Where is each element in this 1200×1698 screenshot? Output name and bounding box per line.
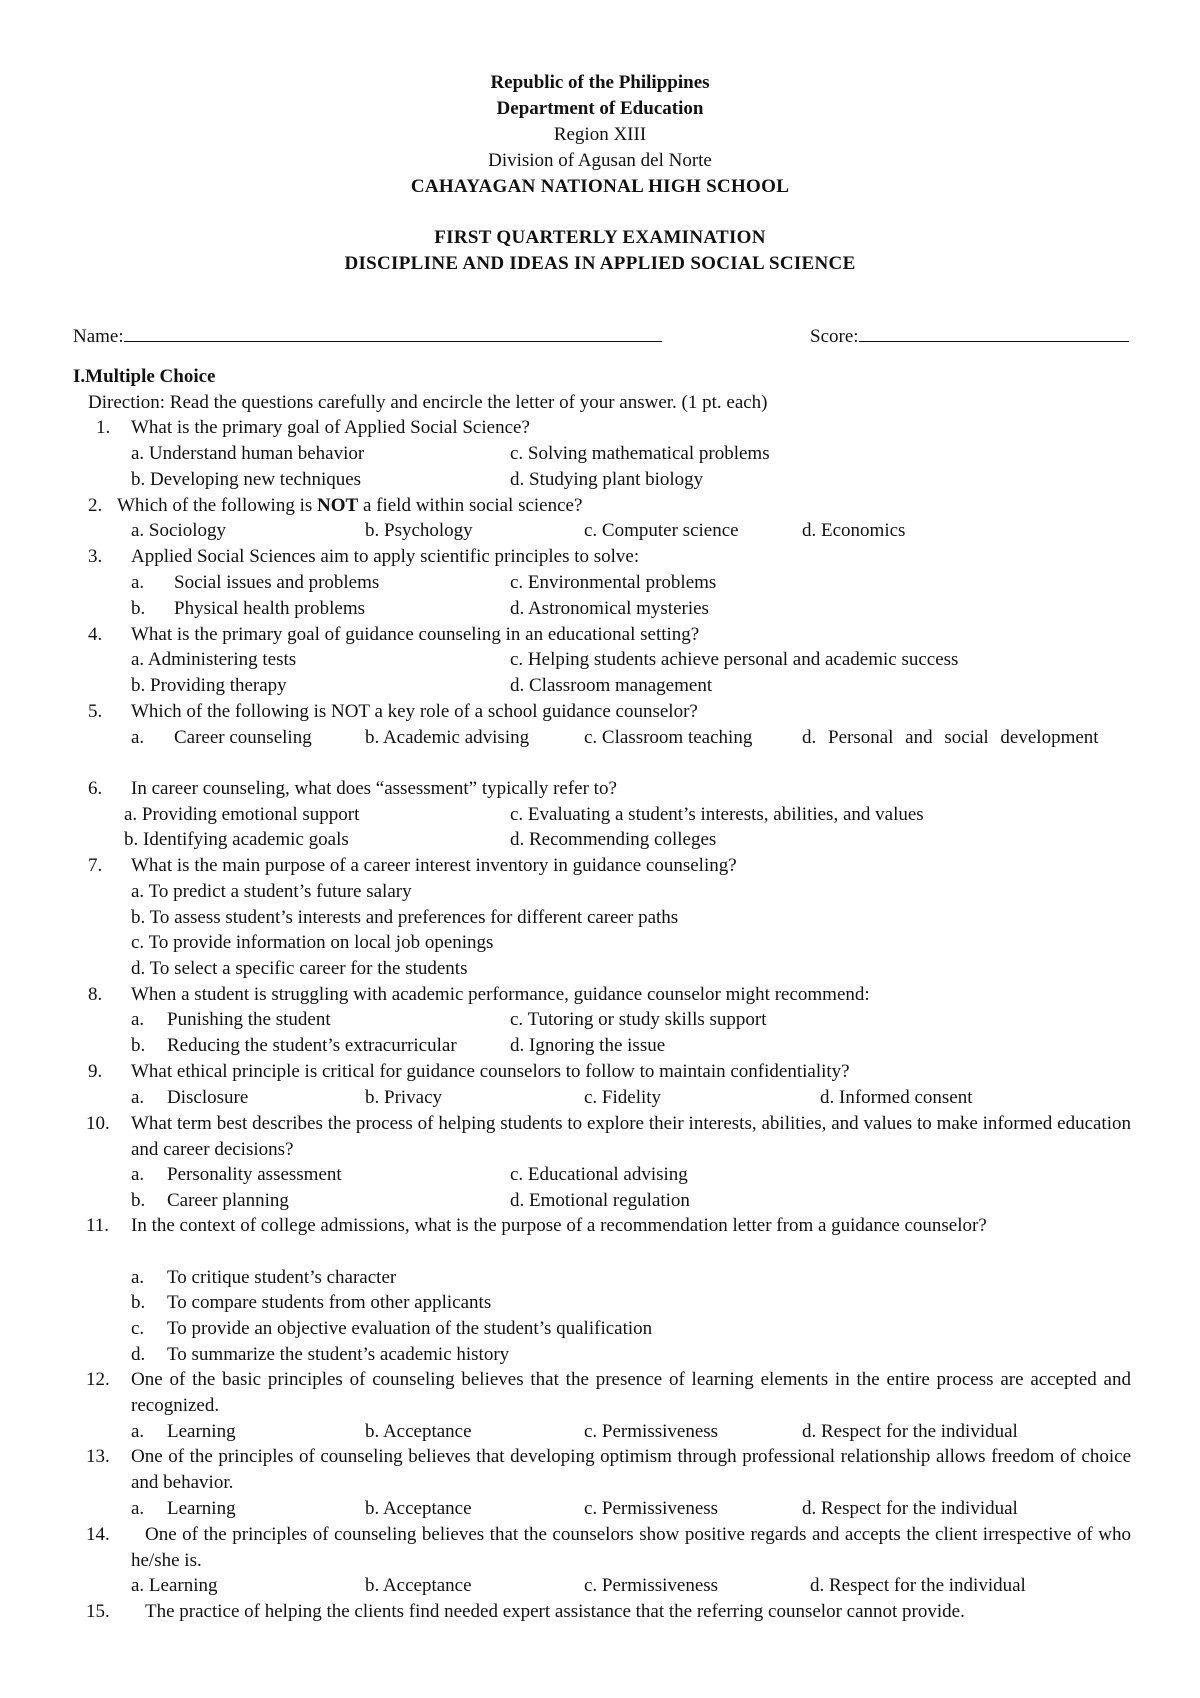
q12-option-d[interactable]: d. Respect for the individual — [802, 1421, 1018, 1442]
q11-option-a[interactable]: To critique student’s character — [167, 1267, 397, 1288]
q11-number: 11. — [86, 1215, 110, 1236]
q11-option-d-letter: d. — [131, 1344, 146, 1365]
q3-option-a[interactable]: Social issues and problems — [174, 572, 380, 593]
q5-option-c[interactable]: c. Classroom teaching — [584, 727, 753, 748]
q13-option-d[interactable]: d. Respect for the individual — [802, 1498, 1018, 1519]
exam-title: FIRST QUARTERLY EXAMINATION — [434, 227, 766, 248]
q9-option-c[interactable]: c. Fidelity — [584, 1087, 662, 1108]
q6-text: In career counseling, what does “assessment” typically refer to? — [131, 778, 617, 799]
q1-text: What is the primary goal of Applied Social Science? — [131, 417, 530, 438]
q13-option-a-letter: a. — [131, 1498, 145, 1519]
q12-text: One of the basic principles of counseling believes that the presence of learning elements in the entire process are accepted and recognized. — [131, 1369, 1131, 1416]
q11-option-b-letter: b. — [131, 1292, 146, 1313]
q10-option-b-letter: b. — [131, 1190, 146, 1211]
q4-text: What is the primary goal of guidance counseling in an educational setting? — [131, 624, 700, 645]
q15-text: The practice of helping the clients find needed expert assistance that the referring counselor cannot provide. — [145, 1601, 965, 1622]
q1-option-a[interactable]: a. Understand human behavior — [131, 443, 365, 464]
q5-number: 5. — [88, 701, 103, 722]
q10-option-b[interactable]: Career planning — [167, 1190, 289, 1211]
q7-option-b[interactable]: b. To assess student’s interests and preferences for different career paths — [131, 907, 679, 928]
header-school: CAHAYAGAN NATIONAL HIGH SCHOOL — [410, 176, 790, 197]
q9-text: What ethical principle is critical for guidance counselors to follow to maintain confidentiality? — [131, 1061, 850, 1082]
q2-option-c[interactable]: c. Computer science — [584, 520, 739, 541]
q9-number: 9. — [88, 1061, 103, 1082]
q1-option-b[interactable]: b. Developing new techniques — [131, 469, 362, 490]
q10-option-d[interactable]: d. Emotional regulation — [510, 1190, 690, 1211]
q14-option-b[interactable]: b. Acceptance — [365, 1575, 472, 1596]
q1-number: 1. — [96, 417, 111, 438]
header-department: Department of Education — [496, 98, 704, 119]
q7-option-a[interactable]: a. To predict a student’s future salary — [131, 881, 412, 902]
q3-option-b[interactable]: Physical health problems — [174, 598, 366, 619]
q3-text: Applied Social Sciences aim to apply scientific principles to solve: — [131, 546, 640, 567]
q12-option-c[interactable]: c. Permissiveness — [584, 1421, 719, 1442]
name-blank[interactable] — [124, 321, 662, 342]
q8-option-d[interactable]: d. Ignoring the issue — [510, 1035, 666, 1056]
q9-option-d[interactable]: d. Informed consent — [820, 1087, 973, 1108]
q8-option-b-letter: b. — [131, 1035, 146, 1056]
q2-number: 2. — [88, 495, 103, 516]
q11-option-c[interactable]: To provide an objective evaluation of the student’s qualification — [167, 1318, 653, 1339]
q6-option-c[interactable]: c. Evaluating a student’s interests, abilities, and values — [510, 804, 924, 825]
q6-option-d[interactable]: d. Recommending colleges — [510, 829, 717, 850]
name-label: Name: — [73, 326, 124, 347]
q9-option-a-letter: a. — [131, 1087, 145, 1108]
exam-subject: DISCIPLINE AND IDEAS IN APPLIED SOCIAL SCIENCE — [344, 253, 856, 274]
q7-option-d[interactable]: d. To select a specific career for the students — [131, 958, 468, 979]
q14-option-a[interactable]: a. Learning — [131, 1575, 218, 1596]
q13-number: 13. — [86, 1446, 110, 1467]
q5-option-d[interactable]: d. Personal and social development — [802, 727, 1099, 748]
name-field[interactable] — [73, 321, 662, 350]
q2-text: Which of the following is NOT a field within social science? — [117, 495, 583, 516]
score-field[interactable] — [810, 321, 1129, 350]
header-division: Division of Agusan del Norte — [488, 150, 712, 171]
q11-option-a-letter: a. — [131, 1267, 145, 1288]
q4-option-b[interactable]: b. Providing therapy — [131, 675, 287, 696]
q4-number: 4. — [88, 624, 103, 645]
q8-option-b[interactable]: Reducing the student’s extracurricular — [167, 1035, 457, 1056]
score-blank[interactable] — [859, 321, 1129, 342]
q8-text: When a student is struggling with academic performance, guidance counselor might recommend: — [131, 984, 870, 1005]
q1-option-c[interactable]: c. Solving mathematical problems — [510, 443, 770, 464]
q4-option-d[interactable]: d. Classroom management — [510, 675, 713, 696]
q5-option-a-letter: a. — [131, 727, 145, 748]
header-region: Region XIII — [553, 124, 647, 145]
q9-option-b[interactable]: b. Privacy — [365, 1087, 443, 1108]
q7-number: 7. — [88, 855, 103, 876]
q6-number: 6. — [88, 778, 103, 799]
q10-option-a-letter: a. — [131, 1164, 145, 1185]
q12-option-a-letter: a. — [131, 1421, 145, 1442]
q11-option-d[interactable]: To summarize the student’s academic history — [167, 1344, 510, 1365]
q1-option-d[interactable]: d. Studying plant biology — [510, 469, 704, 490]
q10-option-c[interactable]: c. Educational advising — [510, 1164, 688, 1185]
q10-option-a[interactable]: Personality assessment — [167, 1164, 342, 1185]
q3-number: 3. — [88, 546, 103, 567]
q7-option-c[interactable]: c. To provide information on local job openings — [131, 932, 494, 953]
q3-option-b-letter: b. — [131, 598, 146, 619]
q10-text: What term best describes the process of helping students to explore their interests, abilities, and values to make informed education and career decisions? — [131, 1113, 1131, 1160]
q15-number: 15. — [86, 1601, 110, 1622]
header-republic: Republic of the Philippines — [490, 72, 710, 93]
q2-option-b[interactable]: b. Psychology — [365, 520, 473, 541]
q8-option-c[interactable]: c. Tutoring or study skills support — [510, 1009, 767, 1030]
q4-option-c[interactable]: c. Helping students achieve personal and academic success — [510, 649, 959, 670]
q7-text: What is the main purpose of a career interest inventory in guidance counseling? — [131, 855, 737, 876]
q11-text: In the context of college admissions, what is the purpose of a recommendation letter from a guidance counselor? — [131, 1215, 987, 1236]
section-direction: Direction: Read the questions carefully and encircle the letter of your answer. (1 pt. each) — [88, 392, 768, 413]
q12-option-a[interactable]: Learning — [167, 1421, 236, 1442]
q4-option-a[interactable]: a. Administering tests — [131, 649, 297, 670]
q6-option-a[interactable]: a. Providing emotional support — [124, 804, 360, 825]
section-title: I.Multiple Choice — [73, 366, 216, 387]
q10-number: 10. — [86, 1113, 110, 1134]
q14-option-c[interactable]: c. Permissiveness — [584, 1575, 719, 1596]
q13-option-c[interactable]: c. Permissiveness — [584, 1498, 719, 1519]
q9-option-a[interactable]: Disclosure — [167, 1087, 249, 1108]
q14-number: 14. — [86, 1524, 110, 1545]
q2-option-d[interactable]: d. Economics — [802, 520, 906, 541]
q5-option-a[interactable]: Career counseling — [174, 727, 312, 748]
q13-option-b[interactable]: b. Acceptance — [365, 1498, 472, 1519]
q14-option-d[interactable]: d. Respect for the individual — [810, 1575, 1026, 1596]
q5-option-b[interactable]: b. Academic advising — [365, 727, 530, 748]
q2-option-a[interactable]: a. Sociology — [131, 520, 226, 541]
q13-option-a[interactable]: Learning — [167, 1498, 236, 1519]
q8-option-a[interactable]: Punishing the student — [167, 1009, 331, 1030]
q6-option-b[interactable]: b. Identifying academic goals — [124, 829, 349, 850]
q3-option-a-letter: a. — [131, 572, 145, 593]
q5-text: Which of the following is NOT a key role of a school guidance counselor? — [131, 701, 698, 722]
q12-option-b[interactable]: b. Acceptance — [365, 1421, 472, 1442]
q3-option-c[interactable]: c. Environmental problems — [510, 572, 717, 593]
q8-number: 8. — [88, 984, 103, 1005]
q8-option-a-letter: a. — [131, 1009, 145, 1030]
q14-text: One of the principles of counseling believes that the counselors show positive regards and accepts the client irrespective of who he/she is. — [131, 1524, 1131, 1571]
score-label: Score: — [810, 326, 859, 347]
q3-option-d[interactable]: d. Astronomical mysteries — [510, 598, 709, 619]
q11-option-b[interactable]: To compare students from other applicants — [167, 1292, 492, 1313]
q11-option-c-letter: c. — [131, 1318, 145, 1339]
q13-text: One of the principles of counseling believes that developing optimism through professional relationship allows freedom of choice and behavior. — [131, 1446, 1131, 1493]
q12-number: 12. — [86, 1369, 110, 1390]
